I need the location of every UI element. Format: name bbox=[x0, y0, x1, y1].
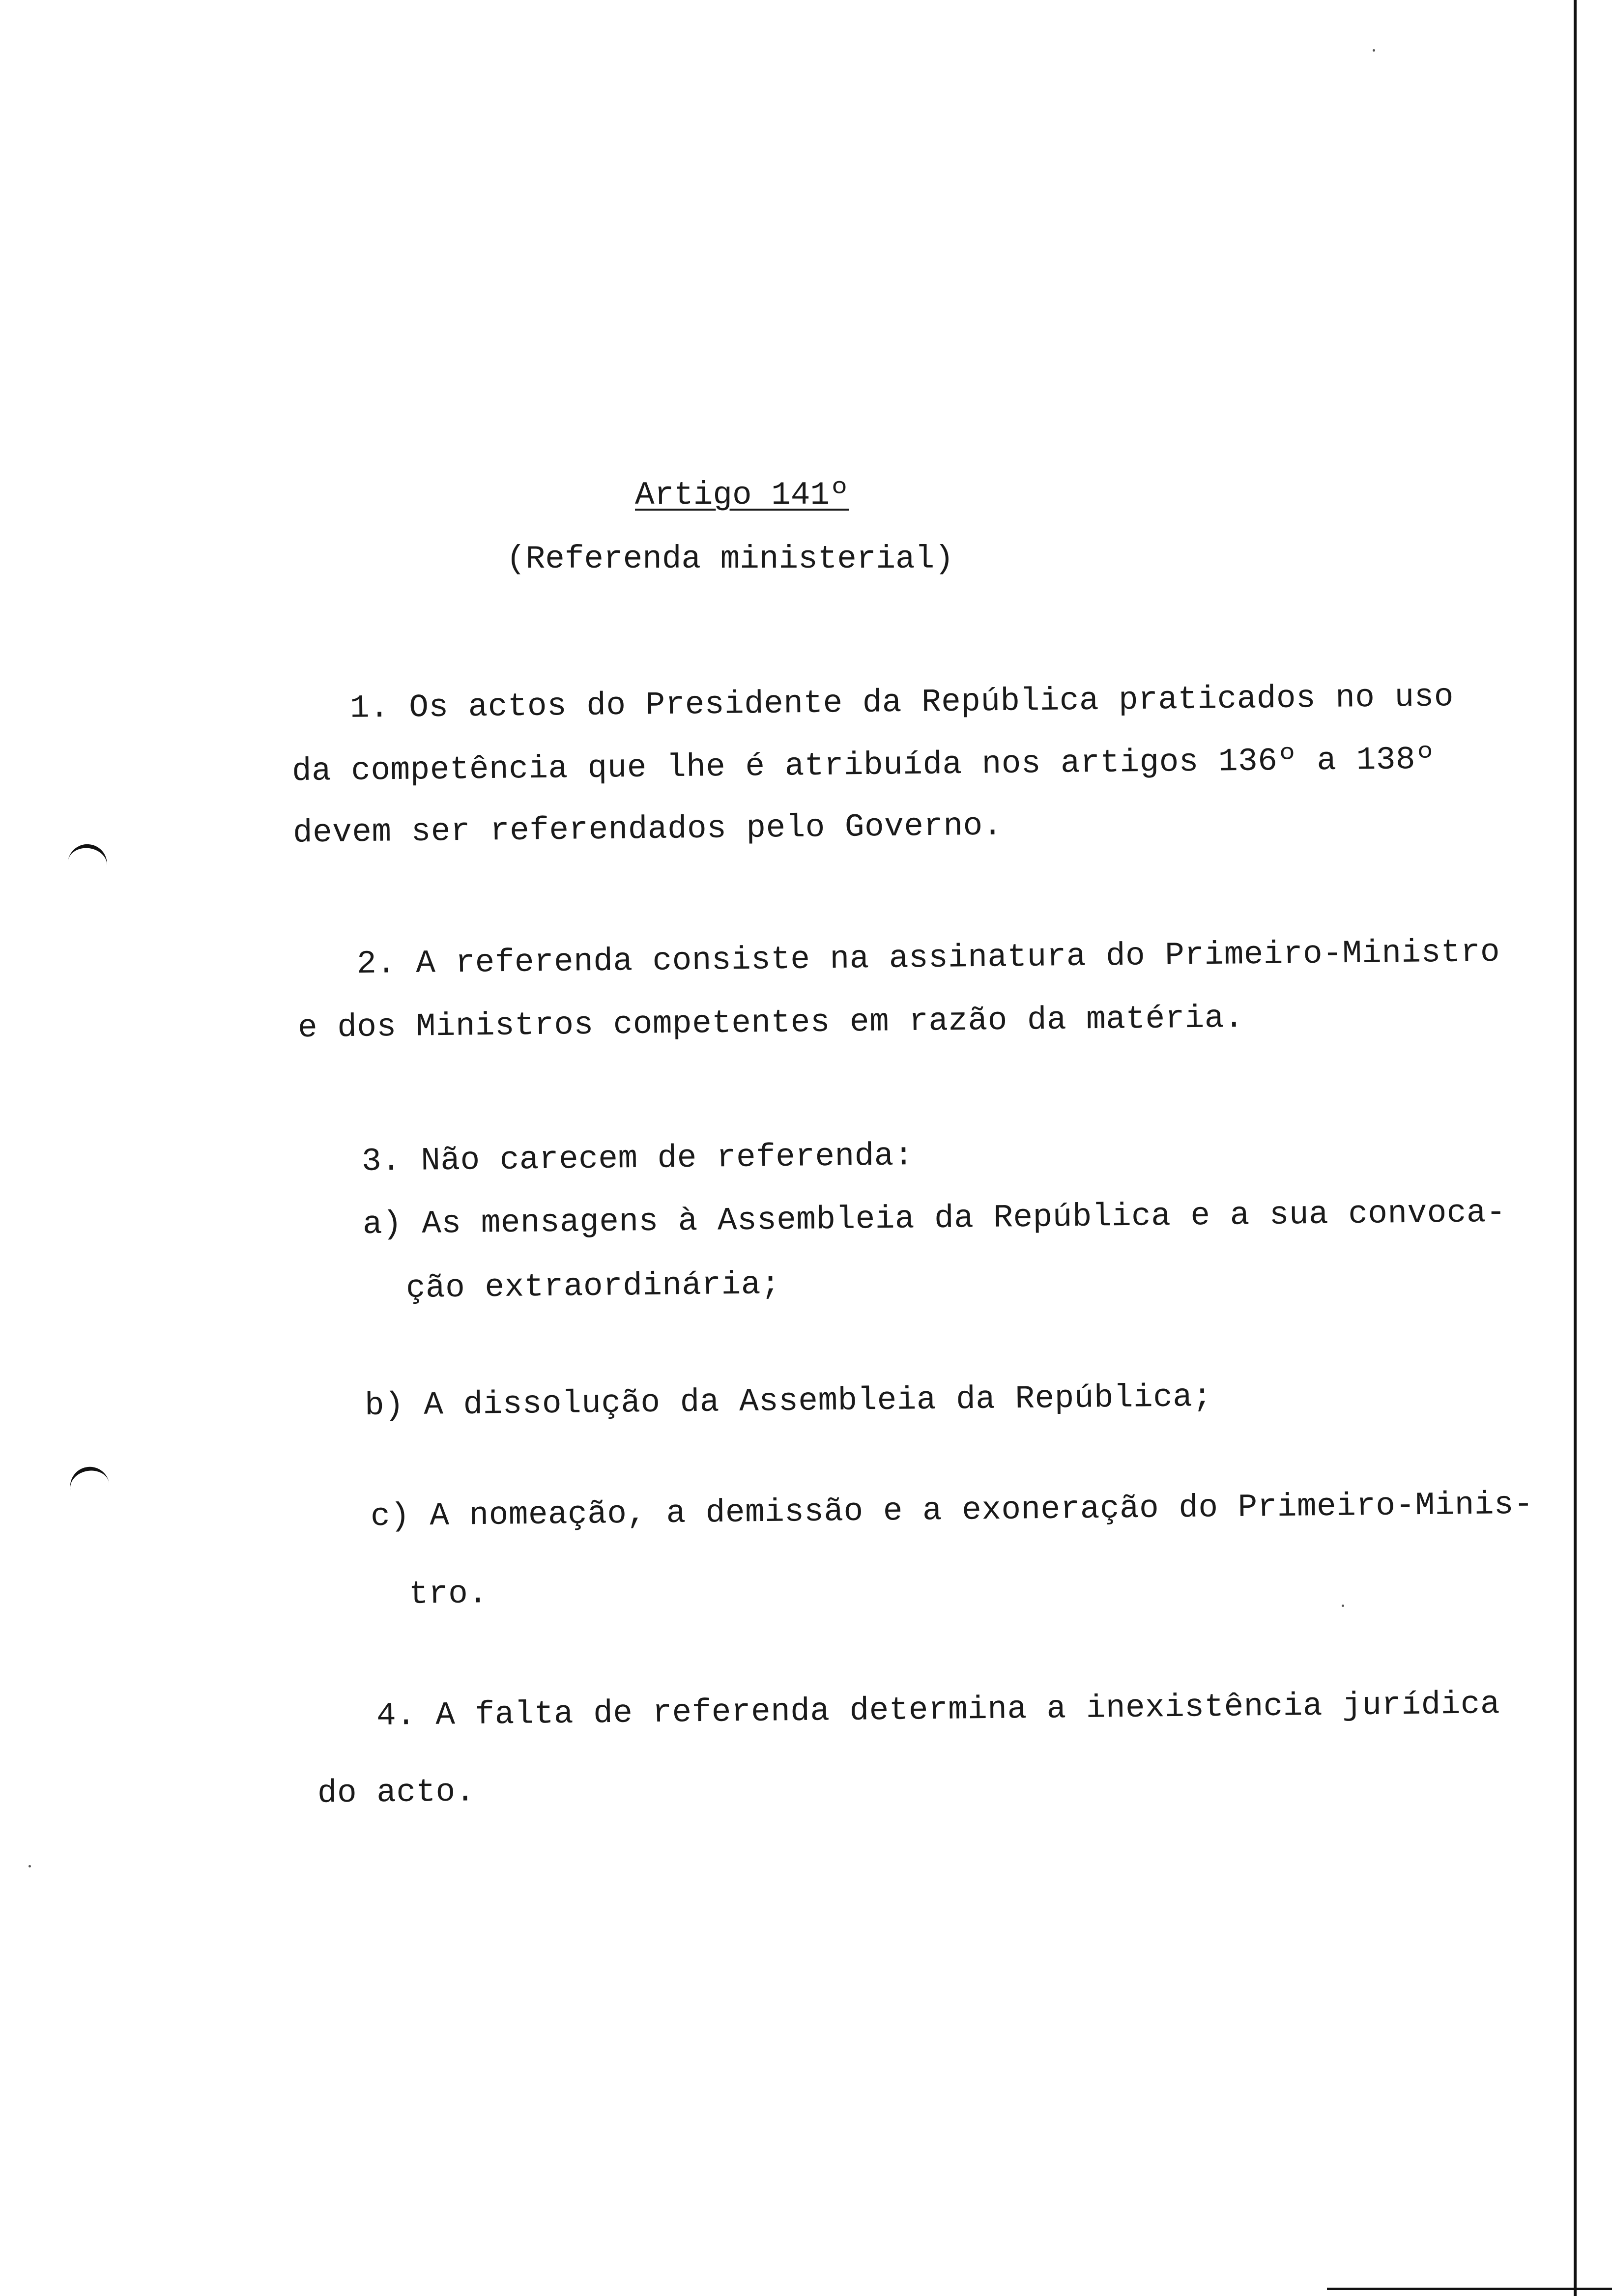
item-c-line-1: c) A nomeação, a demissão e a exoneração do Primeiro-Minis- bbox=[370, 1486, 1534, 1535]
item-a-line-1: a) As mensagens à Assembleia da República e a sua convoca- bbox=[362, 1194, 1506, 1243]
paragraph-2-line-1: 2. A referenda consiste na assinatura do Primeiro-Ministro bbox=[356, 933, 1500, 983]
item-a-line-2: ção extraordinária; bbox=[405, 1266, 781, 1307]
paragraph-4-line-1: 4. A falta de referenda determina a inexistência jurídica bbox=[376, 1686, 1500, 1734]
page-edge-rule bbox=[1574, 0, 1577, 2296]
page-bottom-rule bbox=[1327, 2288, 1612, 2290]
paragraph-2-line-2: e dos Ministros competentes em razão da matéria. bbox=[297, 999, 1244, 1047]
article-subtitle: (Referenda ministerial) bbox=[506, 541, 954, 577]
speck bbox=[29, 1865, 31, 1867]
paragraph-4-line-2: do acto. bbox=[317, 1773, 476, 1812]
paragraph-1-line-1: 1. Os actos do Presidente da República praticados no uso bbox=[349, 678, 1454, 727]
speck bbox=[1342, 1605, 1344, 1607]
item-b-line-1: b) A dissolução da Assembleia da República; bbox=[364, 1378, 1212, 1425]
speck bbox=[1373, 49, 1375, 52]
paragraph-3-intro: 3. Não carecem de referenda: bbox=[361, 1137, 914, 1180]
item-c-line-2: tro. bbox=[408, 1575, 488, 1613]
paragraph-1-line-3: devem ser referendados pelo Governo. bbox=[292, 807, 1003, 852]
binder-mark-lower bbox=[67, 1464, 110, 1493]
article-title: Artigo 141º bbox=[635, 477, 849, 514]
binder-mark-upper bbox=[67, 842, 110, 871]
paragraph-1-line-2: da competência que lhe é atribuída nos artigos 136º a 138º bbox=[291, 741, 1436, 790]
